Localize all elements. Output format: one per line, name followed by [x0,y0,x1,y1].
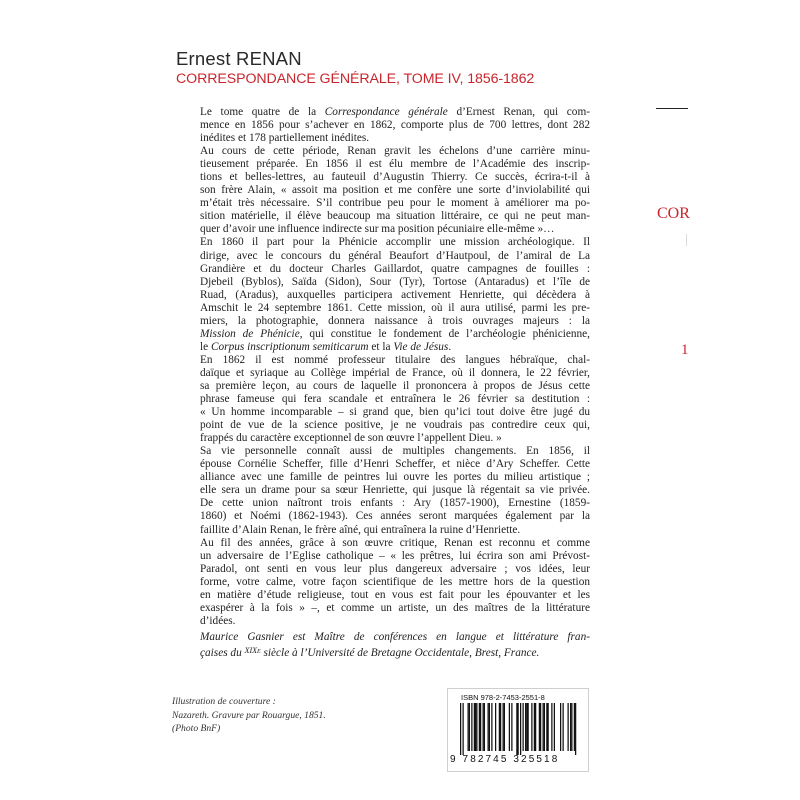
barcode-bar [551,703,552,751]
body-line: miers, la photographie, donnera naissance à trois ouvrages majeurs : la [200,314,590,327]
body-line: inédites et 178 partiellement inédites. [200,132,370,145]
barcode-bar [511,703,512,751]
body-line: daïque et syriaque au Collège impérial de France, où il donnera, le 22 février, [200,366,590,379]
barcode-bar [571,703,572,751]
century-superscript: XIXe [244,646,261,655]
barcode-bar [543,703,544,751]
barcode-bar [463,703,464,755]
body-line: en matière d’étude religieuse, tout en vous est fait pour les épouvanter et les [200,588,590,601]
body-line: Mission de Phénicie, qui constitue le fondement de l’archéologie phénicienne, [200,327,590,340]
body-line: un adversaire de l’Eglise catholique – « les prêtres, lui écrira son ami Prévost- [200,549,590,562]
body-line: En 1862 il est nommé professeur titulaire des langues hébraïque, chal- [200,353,590,366]
body-paragraph [200,445,590,536]
body-line: tieusement préparée. En 1856 il est élu membre de l’Académie des inscrip- [200,158,590,171]
credit-line-2: Nazareth. Gravure par Rouargue, 1851. [172,709,326,721]
body-paragraph [200,537,590,628]
body-line: d’idées. [200,614,236,627]
body-line: sa première leçon, au cours de laquelle il prononcera à propos de Jésus cette [200,379,590,392]
author-bio [200,630,590,660]
barcode-bar [535,703,536,751]
barcode-bar [516,703,517,755]
body-line: En 1860 il part pour la Phénicie accomplir une mission archéologique. Il [200,236,590,249]
body-line: tions et belles-lettres, au fauteuil d’Augustin Thierry. Ce succès, écrira-t-il à [200,171,590,184]
body-paragraph [200,354,590,445]
barcode-bar [489,703,490,751]
barcode-bar [460,703,461,755]
barcode-bar [528,703,529,751]
body-line: le Corpus inscriptionum semiticarum et la Vie de Jésus. [200,340,452,353]
body-paragraph [200,145,590,236]
barcode-icon [458,703,584,755]
body-line: forme, votre calme, votre façon scientifique de les mettre hors de la question [200,575,590,588]
body-line: Djebeil (Byblos), Saïda (Sidon), Sour (Tyr), Tortose (Antaradus) et l’île de [200,275,590,288]
body-line: Au cours de cette période, Renan gravit les échelons d’une carrière minu- [200,145,590,158]
barcode-bar [574,703,575,751]
barcode-bar [570,703,571,751]
body-line: alliance avec une famille de peintres lui ouvre les portes du milieu artistique ; [200,471,590,484]
barcode-bar [520,703,521,755]
barcode-bar [548,703,549,751]
barcode-bar [469,703,470,751]
barcode-bar [488,703,489,751]
credit-line-3: (Photo BnF) [172,723,221,734]
body-line: De cette union naîtront trois enfants : Ary (1857-1900), Ernestine (1859- [200,497,590,510]
body-line: phrase fameuse qui fera scandale et entraînera le 26 février sa destitution : [200,393,590,406]
spine-title: COR [657,205,690,222]
body-line: son frère Alain, « assoit ma position et me confère une sorte d’inviolabilité qui [200,184,590,197]
barcode-bar [534,703,535,751]
barcode-bar [525,703,526,751]
body-line: mence en 1856 pour s’achever en 1862, comporte plus de 700 lettres, dont 282 [200,119,590,132]
barcode-bar [523,703,524,751]
body-line: Ruad, (Aradus), auxquelles participera activement Henriette, qui décèdera à [200,288,590,301]
author-name: Ernest RENAN [176,48,302,69]
barcode-bar [554,703,555,751]
body-line: Le tome quatre de la Correspondance générale d’Ernest Renan, qui com- [200,106,590,118]
body-line: épouse Cornélie Scheffer, fille d’Henri Scheffer, et nièce d’Ary Scheffer. Cette [200,458,590,471]
spine-rule [656,108,688,109]
body-line: 1860) et Noémi (1862-1943). Ces années seront marquées également par la [200,510,590,523]
body-paragraph [200,106,590,145]
barcode-bar [495,703,496,751]
body-line: Paradol, ont senti en vous leur plus dangereux adversaire ; vos idées, leur [200,562,590,575]
barcode-bar [475,703,476,751]
body-line: quer d’avoir une influence indirecte sur ma position pécuniaire elle-même »… [200,223,555,236]
barcode-bar [509,703,510,751]
body-line: elle sera un drame pour sa sœur Henriette, qui jusque là régentait sa vie privée. [200,484,590,497]
barcode-bar [526,703,527,751]
bio-line-1: Maurice Gasnier est Maître de conférences en langue et littérature fran- [200,631,590,643]
barcode-bar [479,703,480,751]
barcode-bar [563,703,564,751]
barcode-bar [546,703,547,751]
barcode-bar [468,703,469,751]
barcode-bar [471,703,472,751]
spine-volume-number: 1 [681,342,689,358]
barcode-bar [568,703,569,751]
barcode-bar [500,703,501,751]
barcode-bar [575,703,576,755]
body-line: « Un homme incomparable – si grand que, bien qu’ici tout doive être jugé du [200,406,590,419]
barcode-bar [518,703,519,755]
body-line: Sa vie personnelle connaît aussi de multiples changements. En 1856, il [200,445,590,458]
credit-line-1: Illustration de couverture : [172,696,276,707]
book-title: CORRESPONDANCE GÉNÉRALE, TOME IV, 1856-1862 [176,71,535,87]
body-line: point de vue de la science positive, je ne voudrais pas contredire ceux qui, [200,419,590,432]
barcode-bar [499,703,500,751]
barcode-bar [474,703,475,751]
barcode-bar [504,703,505,751]
body-line: faillite d’Alain Renan, le frère aîné, qui entraînera la ruine d’Henriette. [200,523,521,536]
barcode-digits: 9 782745 325518 [450,754,560,765]
barcode-bar [540,703,541,751]
body-line: sition matérielle, il élève beaucoup ma situation littéraire, ce qui ne peut man- [200,210,590,223]
body-line: m’était très nécessaire. S’il contribue peu pour le moment à améliorer ma po- [200,197,590,210]
barcode-bar [484,703,485,751]
summary-text [200,106,590,628]
body-paragraph [200,236,590,353]
barcode-bar [491,703,492,751]
barcode-bar [503,703,504,751]
bio-line-2: çaises du $^{XIXe}$ siècle à l’Université de Bretagne Occidentale, Brest, France. [200,646,540,659]
body-line: Grandière et du docteur Charles Gaillardot, quatre campagnes de fouilles : [200,262,590,275]
cover-illustration-credit [172,695,326,736]
barcode-bar [476,703,477,751]
barcode-bar [539,703,540,751]
body-line: dirige, avec le concours du général Beaufort d’Hautpoul, de l’amiral de La [200,249,590,262]
barcode-bar [544,703,545,751]
body-line: Amschit le 24 septembre 1861. Cette mission, où il aura utilisé, parmi les pre- [200,301,590,314]
body-line: exaspérer à la fois » –, et comme un artiste, un des maîtres de la littérature [200,601,590,614]
barcode-bar [531,703,532,751]
spine-tick [686,234,687,246]
barcode-bar [560,703,561,751]
barcode-bar [483,703,484,751]
isbn-label: ISBN 978-2-7453-2551-8 [461,693,545,702]
barcode-bar [480,703,481,751]
body-line: frappés du caractère exceptionnel de son œuvre l’appellent Dieu. » [200,432,502,445]
body-line: Au fil des années, grâce à son œuvre critique, Renan est reconnu et comme [200,536,590,549]
